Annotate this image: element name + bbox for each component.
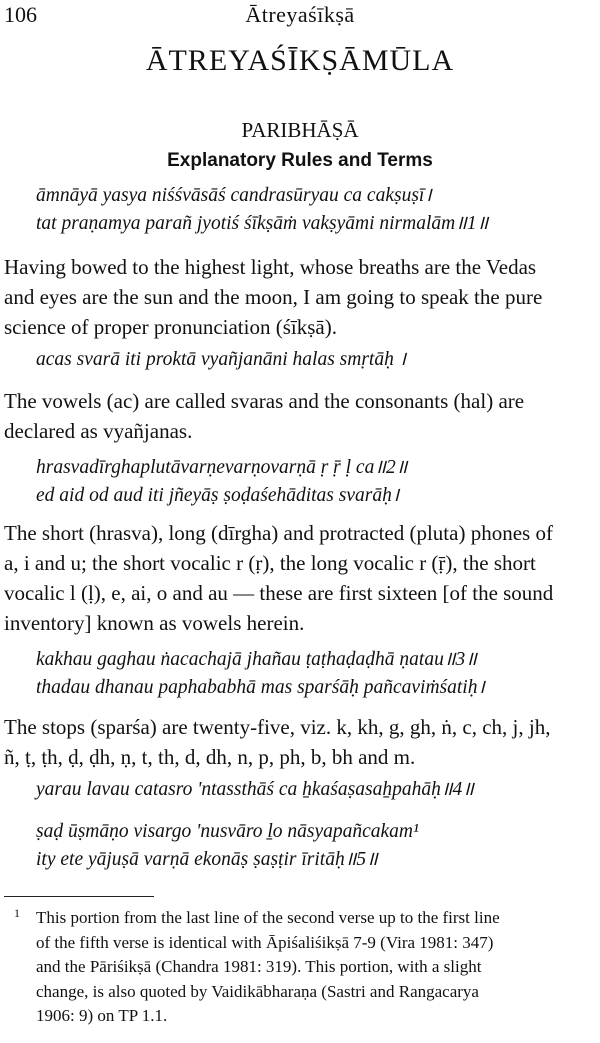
verse-line: acas svarā iti proktā vyañjanāni halas smṛtāḥ । [36,349,407,370]
verse-6 [36,818,592,874]
section-title: PARIBHĀṢĀ [241,118,359,142]
prose-line: ñ, ṭ, ṭh, ḍ, ḍh, ṇ, t, th, d, dh, n, p, ph, b, bh and m. [4,745,416,769]
translation-4 [4,712,594,772]
footnote-line: This portion from the last line of the second verse up to the first line [36,908,500,927]
prose-line: The stops (sparśa) are twenty-five, viz. k, kh, g, gh, ṅ, c, ch, j, jh, [4,715,551,739]
verse-3 [36,454,592,510]
prose-line: The short (hrasva), long (dīrgha) and protracted (pluta) phones of [4,521,553,545]
verse-line: hrasvadīrghaplutāvarṇevarṇovarṇā ṛ ṝ ḷ ca॥2॥ [36,457,408,478]
verse-line: yarau lavau catasro 'ntassthāś ca ẖkaśaṣasaẖpahāḥ॥4॥ [36,779,474,800]
section-subtitle: Explanatory Rules and Terms [167,150,433,171]
footnote-line: of the fifth verse is identical with Āpiśaliśikṣā 7-9 (Vira 1981: 347) [36,932,494,952]
verse-line: ṣaḍ ūṣmāṇo visargo 'nusvāro ḻo nāsyapañcakam¹ [36,821,419,842]
verse-5 [36,776,592,804]
prose-line: The vowels (ac) are called svaras and the consonants (hal) are [4,389,525,413]
prose-line: inventory] known as vowels herein. [4,611,305,635]
running-title: Ātreyaśīkṣā [245,2,355,27]
prose-line: a, i and u; the short vocalic r (ṛ), the long vocalic r (ṝ), the short [4,551,536,575]
prose-line: and eyes are the sun and the moon, I am going to speak the pure [4,285,543,309]
verse-line: kakhau gaghau ṅacachajā jhañau ṭaṭhaḍaḍhā ṇatau॥3॥ [36,649,477,670]
verse-line: āmnāyā yasya niśśvāsāś candrasūryau ca cakṣuṣī। [36,185,432,206]
footnote-line: 1906: 9) on TP 1.1. [36,1006,168,1025]
prose-line: science of proper pronunciation (śīkṣā). [4,315,337,339]
verse-2 [36,346,592,374]
footnote-marker: 1 [14,906,20,920]
verse-4 [36,646,592,702]
verse-line: tat praṇamya parañ jyotiś śīkṣāṁ vakṣyāmi nirmalām॥1॥ [36,213,489,234]
chapter-title: ĀTREYAŚĪKṢĀMŪLA [145,44,455,77]
footnote-line: and the Pāriśikṣā (Chandra 1981: 319). This portion, with a slight [36,957,482,976]
prose-line: declared as vyañjanas. [4,419,193,443]
verse-line: ed aid od aud iti jñeyāṣ ṣoḍaśehāditas svarāḥ। [36,485,400,506]
prose-line: vocalic l (ḷ), e, ai, o and au — these are first sixteen [of the sound [4,581,554,605]
verse-1 [36,182,592,238]
translation-2 [4,386,594,446]
translation-3 [4,518,594,638]
footnote-line: change, is also quoted by Vaidikābharaṇa (Sastri and Rangacarya [36,981,479,1001]
page-number: 106 [4,2,37,27]
footnote [36,906,592,1029]
running-head [4,2,596,28]
footnote-rule [4,896,154,897]
prose-line: Having bowed to the highest light, whose breaths are the Vedas [4,255,537,279]
verse-line: ity ete yājuṣā varṇā ekonāṣ ṣaṣṭir īritāḥ॥5॥ [36,849,378,870]
verse-line: thadau dhanau paphababhā mas sparśāḥ pañcaviṁśatiḥ। [36,677,485,698]
translation-1 [4,252,594,342]
